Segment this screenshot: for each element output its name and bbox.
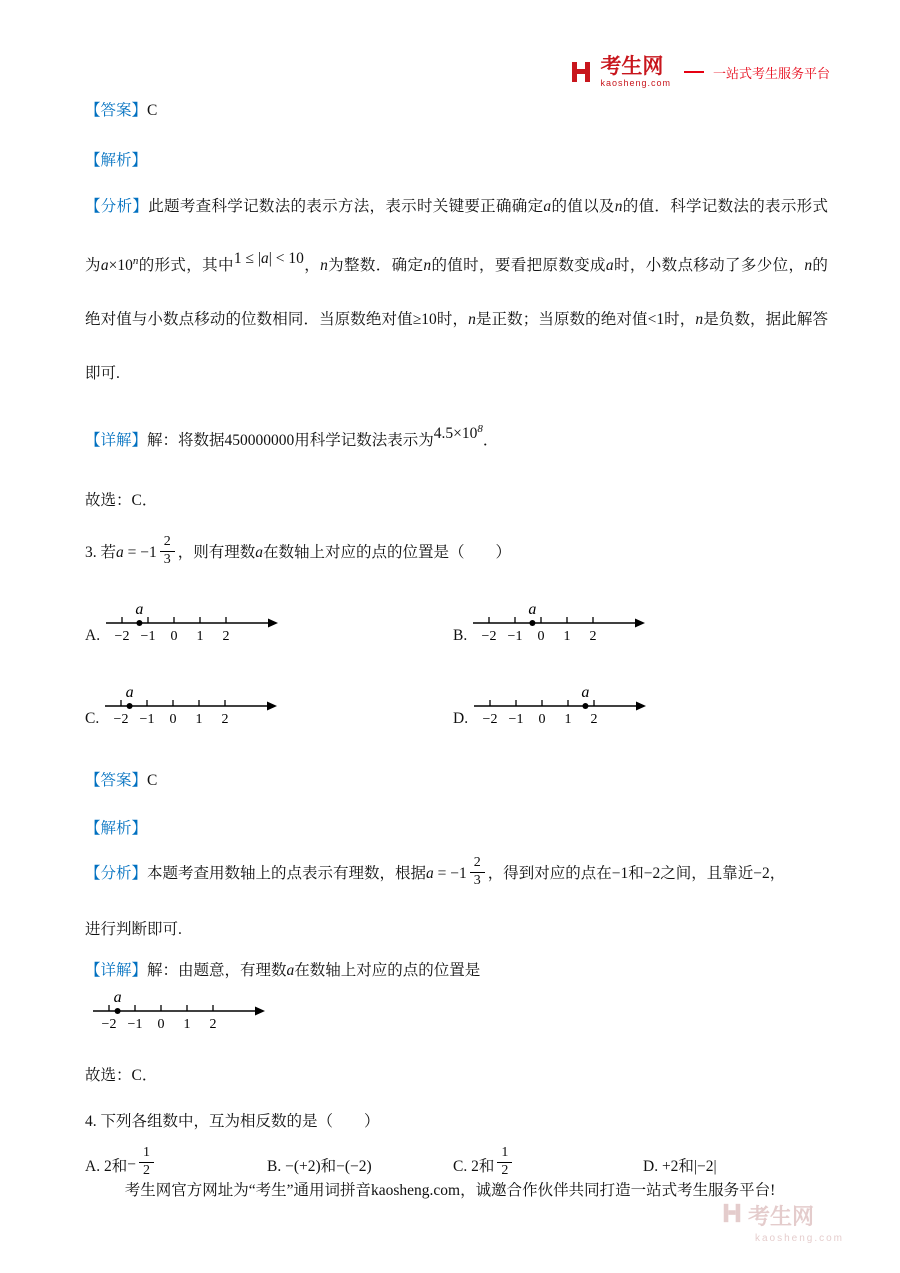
answer-label: 【答案】 [85,772,148,790]
option-d: D. +2和|−2| [643,1157,717,1175]
svg-text:1: 1 [195,712,203,728]
question-4-title: 4. 下列各组数中，互为相反数的是（ ） [85,1113,380,1131]
svg-text:1: 1 [563,629,571,645]
numberline-graphic-b [471,596,647,651]
analysis-paragraph-q3: 【分析】本题考查用数轴上的点表示有理数，根据a = −1 $\frac{2}{3}$ ，得到对应的点在−1和−2之间，且靠近−2， 进行判断即可. [85,855,786,939]
answer-value: C [147,102,158,119]
option-a: A. 2和 − $\frac{1}{2}$ [85,1147,267,1182]
option-c: C. 2和 $\frac{1}{2}$ [453,1147,643,1182]
option-c [85,679,453,734]
svg-text:2: 2 [221,712,229,728]
option-a-label: A. [85,627,101,645]
analysis-paragraph-q2: 【分析】此题考查科学记数法的表示方法，表示时关键要正确确定a的值以及n的值．科学记数法的表示形式为$a\times 10^n$的形式，其中1 ≤ |a| < 10，n为整数．确定n的值时，要看把原数变成a时，小数点移动了多少位，n的绝对值与小数点移动的位数相同．当原数绝对值≥10时，n是正数；当原数的绝对值<1时，n是负数，据此解答即可. [85,198,828,383]
numberline-graphic-detail [91,984,828,1039]
svg-text:−2: −2 [114,629,130,645]
svg-text:a: a [113,989,122,1007]
svg-text:1: 1 [183,1017,191,1033]
svg-text:2: 2 [590,712,598,728]
numberline-graphic-d [472,679,648,734]
svg-text:−1: −1 [508,712,524,728]
logo-site-name: 考生网 [600,55,664,78]
svg-text:0: 0 [538,712,546,728]
question-3-title: 3. 若a = −1 $\frac{2}{3}$ ，则有理数a在数轴上对应的点的位置是（ ） [85,534,512,568]
footer-text: 考生网官方网址为“考生”通用词拼音kaosheng.com，诚邀合作伙伴共同打造一站式考生服务平台! [124,1182,776,1199]
conclusion-line-q2: 故选：C． [85,492,158,510]
kaosheng-logo-text [600,56,671,88]
svg-text:a: a [135,601,144,619]
numberline-graphic-c [103,679,279,734]
svg-text:−1: −1 [140,629,156,645]
answer-line-q3 [85,768,828,790]
watermark-logo-icon [721,1202,743,1229]
question-4-options [85,1147,828,1182]
kaosheng-logo-icon [569,60,593,84]
svg-text:0: 0 [169,712,177,728]
svg-text:−2: −2 [482,712,498,728]
jiexi-line-q2 [85,148,828,170]
svg-text:2: 2 [209,1017,217,1033]
logo-domain: kaosheng.com [600,78,671,88]
svg-text:a: a [528,601,537,619]
detail-paragraph-q2: 【详解】解：将数据450000000用科学记数法表示为$4.5\times 10^8$． [85,423,499,450]
option-d-label: D. [453,710,469,728]
answer-value: C [147,772,158,790]
svg-text:1: 1 [196,629,204,645]
watermark-logo [721,1200,844,1244]
option-b: B. −(+2)和−(−2) [267,1157,372,1175]
svg-text:2: 2 [589,629,597,645]
svg-text:a: a [581,684,590,702]
svg-text:a: a [125,684,134,702]
svg-text:−1: −1 [139,712,155,728]
svg-text:−2: −2 [481,629,497,645]
option-b-label: B. [453,627,468,645]
watermark-site-name: 考生网 [747,1204,814,1229]
answer-line-q2 [85,98,828,120]
answer-label: 【答案】 [85,102,148,119]
watermark-domain: kaosheng.com [754,1233,844,1244]
svg-text:0: 0 [537,629,545,645]
numberline-graphic-a [104,596,280,651]
svg-text:0: 0 [170,629,178,645]
svg-text:−1: −1 [507,629,523,645]
option-b [453,596,648,651]
option-c-label: C. [85,710,100,728]
document-body [85,98,828,1182]
logo-dash-divider [684,71,704,73]
jiexi-label: 【解析】 [85,820,148,838]
svg-text:−2: −2 [113,712,129,728]
svg-text:0: 0 [157,1017,165,1033]
svg-text:−1: −1 [127,1017,143,1033]
logo-tagline: 一站式考生服务平台 [712,65,830,81]
option-a [85,596,453,651]
svg-text:−2: −2 [101,1017,117,1033]
svg-text:2: 2 [222,629,230,645]
jiexi-line-q3 [85,816,828,838]
detail-paragraph-q3: 【详解】解：由题意，有理数a在数轴上对应的点的位置是 [85,962,481,980]
conclusion-line-q3: 故选：C． [85,1067,158,1085]
kaosheng-logo [569,56,830,88]
question-3-options [85,596,828,734]
jiexi-label: 【解析】 [85,152,148,169]
svg-text:1: 1 [564,712,572,728]
option-d [453,679,648,734]
